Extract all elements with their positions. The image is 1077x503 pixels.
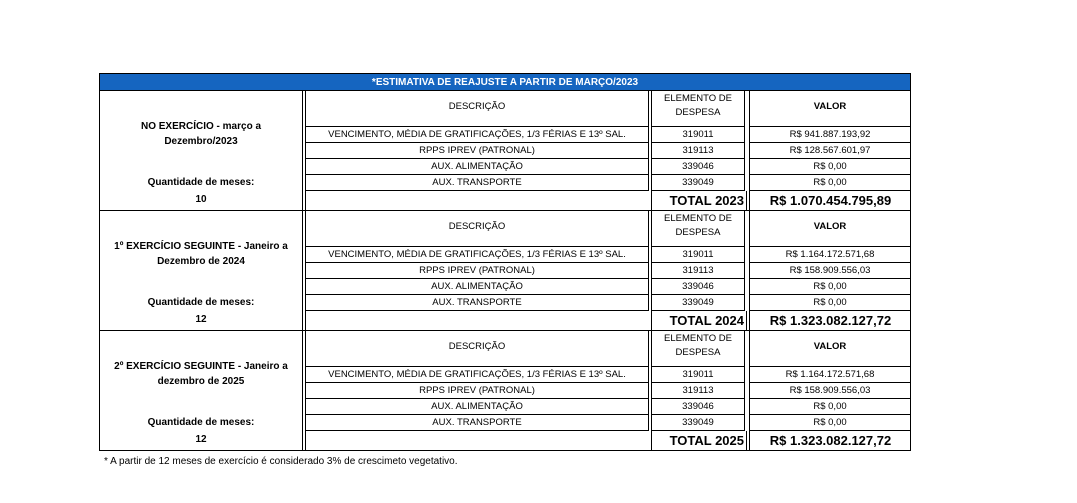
header-valor: VALOR — [749, 91, 911, 127]
header-descricao: DESCRIÇÃO — [305, 331, 649, 367]
total-value: R$ 1.070.454.795,89 — [749, 191, 911, 211]
row-code: 339049 — [651, 415, 745, 431]
detail-rows — [303, 91, 910, 191]
period-detail — [303, 211, 910, 330]
detail-rows — [303, 211, 910, 311]
row-value: R$ 0,00 — [749, 399, 911, 415]
total-label: TOTAL 2025 — [651, 431, 747, 451]
row-code: 339049 — [651, 175, 745, 191]
total-spacer — [305, 311, 649, 331]
period-block-2025 — [99, 331, 911, 451]
period-block-2023 — [99, 91, 911, 211]
header-descricao: DESCRIÇÃO — [305, 211, 649, 247]
table-row — [303, 263, 910, 279]
period-info — [100, 91, 303, 210]
row-value: R$ 941.887.193,92 — [749, 127, 911, 143]
months-value: 10 — [195, 194, 207, 205]
estimate-table — [99, 73, 911, 451]
period-detail — [303, 91, 910, 210]
row-code: 319113 — [651, 143, 745, 159]
row-value: R$ 158.909.556,03 — [749, 263, 911, 279]
table-row — [303, 175, 910, 191]
header-elemento: ELEMENTO DE DESPESA — [651, 211, 745, 247]
row-code: 339046 — [651, 399, 745, 415]
period-info — [100, 211, 303, 330]
row-desc: AUX. TRANSPORTE — [305, 175, 649, 191]
detail-rows — [303, 331, 910, 431]
total-label: TOTAL 2024 — [651, 311, 747, 331]
row-desc: VENCIMENTO, MÉDIA DE GRATIFICAÇÕES, 1/3 FÉRIAS E 13º SAL. — [305, 247, 649, 263]
months-value: 12 — [195, 314, 207, 325]
row-desc: VENCIMENTO, MÉDIA DE GRATIFICAÇÕES, 1/3 FÉRIAS E 13º SAL. — [305, 367, 649, 383]
row-code: 319113 — [651, 263, 745, 279]
row-value: R$ 128.567.601,97 — [749, 143, 911, 159]
total-spacer — [305, 431, 649, 451]
period-detail — [303, 331, 910, 450]
row-value: R$ 1.164.172.571,68 — [749, 367, 911, 383]
row-desc: RPPS IPREV (PATRONAL) — [305, 143, 649, 159]
table-row — [303, 415, 910, 431]
table-row — [303, 247, 910, 263]
table-row — [303, 367, 910, 383]
header-row — [303, 331, 910, 367]
total-spacer — [305, 191, 649, 211]
row-desc: VENCIMENTO, MÉDIA DE GRATIFICAÇÕES, 1/3 FÉRIAS E 13º SAL. — [305, 127, 649, 143]
header-valor: VALOR — [749, 331, 911, 367]
total-row — [303, 191, 910, 211]
period-label: 1º EXERCÍCIO SEGUINTE - Janeiro a Dezembro de 2024 — [114, 241, 288, 267]
total-row — [303, 431, 910, 451]
table-row — [303, 383, 910, 399]
row-desc: AUX. TRANSPORTE — [305, 295, 649, 311]
table-row — [303, 159, 910, 175]
row-desc: AUX. ALIMENTAÇÃO — [305, 399, 649, 415]
row-value: R$ 0,00 — [749, 175, 911, 191]
period-label: NO EXERCÍCIO - março a Dezembro/2023 — [140, 121, 262, 147]
row-code: 339046 — [651, 159, 745, 175]
table-row — [303, 143, 910, 159]
header-valor: VALOR — [749, 211, 911, 247]
table-row — [303, 279, 910, 295]
total-row — [303, 311, 910, 331]
row-value: R$ 0,00 — [749, 159, 911, 175]
row-value: R$ 0,00 — [749, 415, 911, 431]
row-value: R$ 0,00 — [749, 295, 911, 311]
row-code: 339046 — [651, 279, 745, 295]
total-label: TOTAL 2023 — [651, 191, 747, 211]
period-info — [100, 331, 303, 450]
total-value: R$ 1.323.082.127,72 — [749, 311, 911, 331]
months-label: Quantidade de meses: — [147, 297, 255, 308]
row-code: 339049 — [651, 295, 745, 311]
months-label: Quantidade de meses: — [147, 417, 255, 428]
row-code: 319011 — [651, 247, 745, 263]
header-row — [303, 91, 910, 127]
row-code: 319011 — [651, 127, 745, 143]
header-descricao: DESCRIÇÃO — [305, 91, 649, 127]
header-elemento: ELEMENTO DE DESPESA — [651, 331, 745, 367]
row-code: 319011 — [651, 367, 745, 383]
row-desc: AUX. ALIMENTAÇÃO — [305, 159, 649, 175]
months-label: Quantidade de meses: — [147, 177, 255, 188]
row-desc: RPPS IPREV (PATRONAL) — [305, 263, 649, 279]
row-desc: AUX. TRANSPORTE — [305, 415, 649, 431]
table-title: *ESTIMATIVA DE REAJUSTE A PARTIR DE MARÇO/2023 — [99, 73, 911, 91]
total-value: R$ 1.323.082.127,72 — [749, 431, 911, 451]
row-value: R$ 158.909.556,03 — [749, 383, 911, 399]
row-desc: RPPS IPREV (PATRONAL) — [305, 383, 649, 399]
period-block-2024 — [99, 211, 911, 331]
footnote: * A partir de 12 meses de exercício é considerado 3% de crescimeto vegetativo. — [104, 456, 458, 467]
row-code: 319113 — [651, 383, 745, 399]
table-row — [303, 399, 910, 415]
header-row — [303, 211, 910, 247]
header-elemento: ELEMENTO DE DESPESA — [651, 91, 745, 127]
table-row — [303, 127, 910, 143]
row-desc: AUX. ALIMENTAÇÃO — [305, 279, 649, 295]
row-value: R$ 1.164.172.571,68 — [749, 247, 911, 263]
row-value: R$ 0,00 — [749, 279, 911, 295]
months-value: 12 — [195, 434, 207, 445]
table-row — [303, 295, 910, 311]
period-label: 2º EXERCÍCIO SEGUINTE - Janeiro a dezembro de 2025 — [114, 361, 288, 387]
